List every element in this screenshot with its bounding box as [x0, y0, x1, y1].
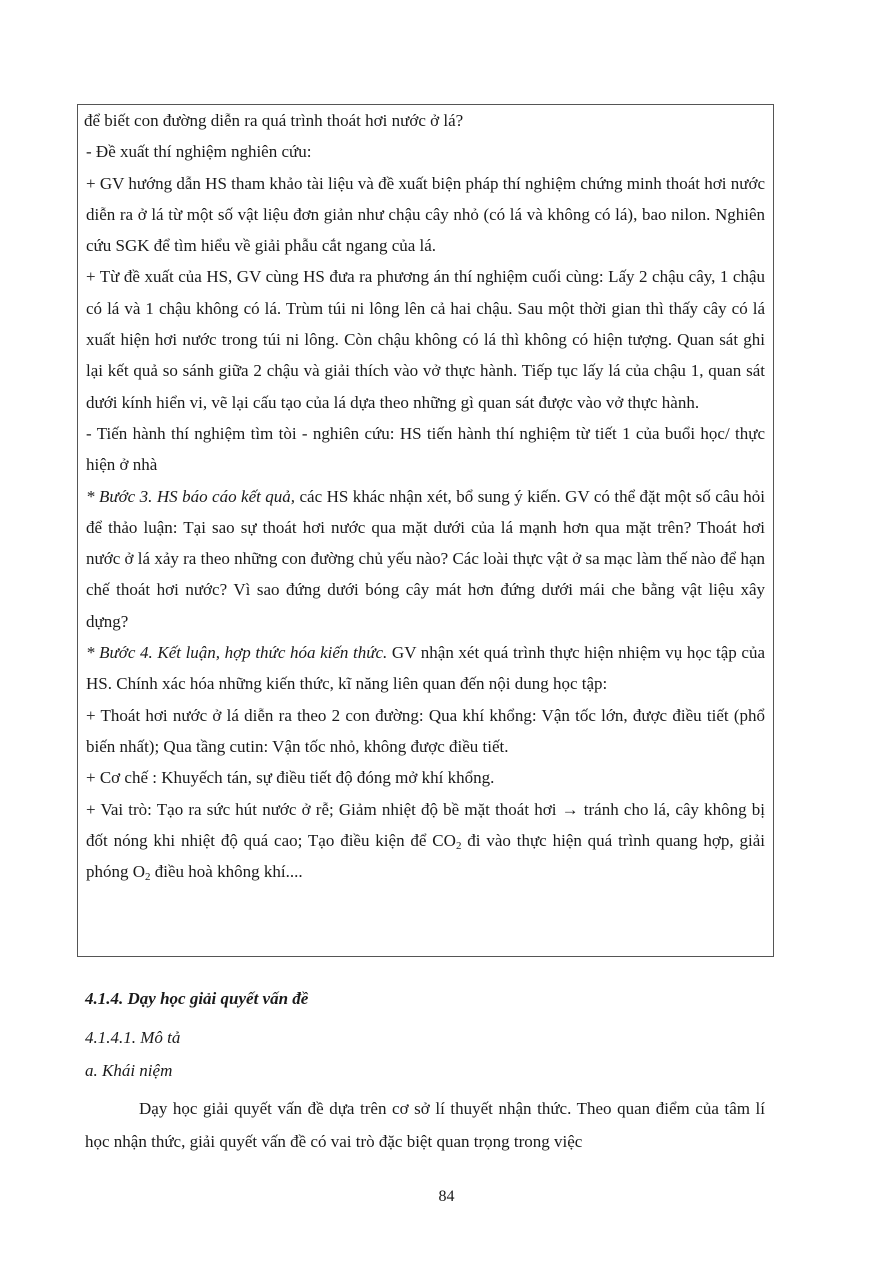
- role-text-b: đi vào thực hiện quá trình quang hợp, giải phóng O: [86, 830, 766, 882]
- box-paragraph-2: + Từ đề xuất của HS, GV cùng HS đưa ra phương án thí nghiệm cuối cùng: Lấy 2 chậu cây, 1 chậu có lá và 1 chậu không có lá. Trùm túi ni lông lên cả hai chậu. Sau một thời gian thì thấy cây có lá xuất hiện hơi nước trong túi ni lông. Còn chậu không có lá thì không có hiện tượng. Quan sát ghi lại kết quả so sánh giữa 2 chậu và giải thích vào vở thực hành. Tiếp tục lấy lá của chậu 1, quan sát dưới kính hiển vi, vẽ lại cấu tạo của lá dựa theo những gì quan sát được vào vở thực hành.: [86, 267, 765, 412]
- step-4-paragraph: [84, 637, 765, 700]
- box-line-2: - Đề xuất thí nghiệm nghiên cứu:: [86, 142, 312, 162]
- box-paragraph-3: - Tiến hành thí nghiệm tìm tòi - nghiên cứu: HS tiến hành thí nghiệm từ tiết 1 của buổi học/ thực hiện ở nhà: [86, 423, 765, 475]
- page-number: 84: [438, 1188, 455, 1205]
- box-paragraph-4: + Thoát hơi nước ở lá diễn ra theo 2 con đường: Qua khí khổng: Vận tốc lớn, được điều tiết (phổ biến nhất); Qua tầng cutin: Vận tốc nhỏ, không được điều tiết.: [86, 705, 765, 756]
- subheading-khai-niem: a. Khái niệm: [85, 1061, 173, 1080]
- step-3-paragraph: [84, 481, 765, 637]
- section-heading-4-1-4-1: 4.1.4.1. Mô tả: [85, 1028, 181, 1047]
- box-paragraph-5: + Cơ chế : Khuyếch tán, sự điều tiết độ đóng mở khí khổng.: [86, 768, 495, 788]
- box-paragraph-1: + GV hướng dẫn HS tham khảo tài liệu và đề xuất biện pháp thí nghiệm chứng minh thoát hơi nước diễn ra ở lá từ một số vật liệu đơn giản như chậu cây nhỏ (có lá và không có lá), bao nilon. Nghiên cứu SGK để tìm hiểu về giải phẫu cắt ngang của lá.: [86, 173, 765, 256]
- step-3-label: * Bước 3. HS báo cáo kết quả,: [86, 486, 296, 506]
- step-4-text: GV nhận xét quá trình thực hiện nhiệm vụ học tập của HS. Chính xác hóa những kiến thức, kĩ năng liên quan đến nội dung học tập:: [86, 643, 765, 694]
- section-heading-4-1-4: 4.1.4. Dạy học giải quyết vấn đề: [85, 989, 309, 1008]
- box-paragraph-6: [84, 794, 765, 888]
- box-line-1: để biết con đường diễn ra quá trình thoát hơi nước ở lá?: [84, 111, 464, 130]
- co2-subscript: 2: [455, 839, 462, 852]
- body-paragraph: Dạy học giải quyết vấn đề dựa trên cơ sở lí thuyết nhận thức. Theo quan điểm của tâm lí học nhận thức, giải quyết vấn đề có vai trò đặc biệt quan trọng trong việc: [85, 1099, 765, 1151]
- role-text-c: điều hoà không khí....: [150, 862, 303, 882]
- role-text-a: + Vai trò: Tạo ra sức hút nước ở rễ; Giảm nhiệt độ bề mặt thoát hơi → tránh cho lá, cây không bị đốt nóng khi nhiệt độ quá cao; Tạo điều kiện để CO: [86, 799, 765, 850]
- step-3-text: các HS khác nhận xét, bổ sung ý kiến. GV có thể đặt một số câu hỏi để thảo luận: Tại sao sự thoát hơi nước qua mặt dưới của lá mạnh hơn qua mặt trên? Thoát hơi nước ở lá xảy ra theo những con đường chủ yếu nào? Các loài thực vật ở sa mạc làm thế nào để hạn chế thoát hơi nước? Vì sao đứng dưới bóng cây mát hơn đứng dưới mái che bằng vật liệu xây dựng?: [86, 486, 765, 631]
- content-box: [77, 104, 774, 957]
- o2-subscript: 2: [145, 871, 151, 884]
- content-box-text: [84, 105, 765, 887]
- step-4-label: * Bước 4. Kết luận, hợp thức hóa kiến thức.: [86, 643, 388, 663]
